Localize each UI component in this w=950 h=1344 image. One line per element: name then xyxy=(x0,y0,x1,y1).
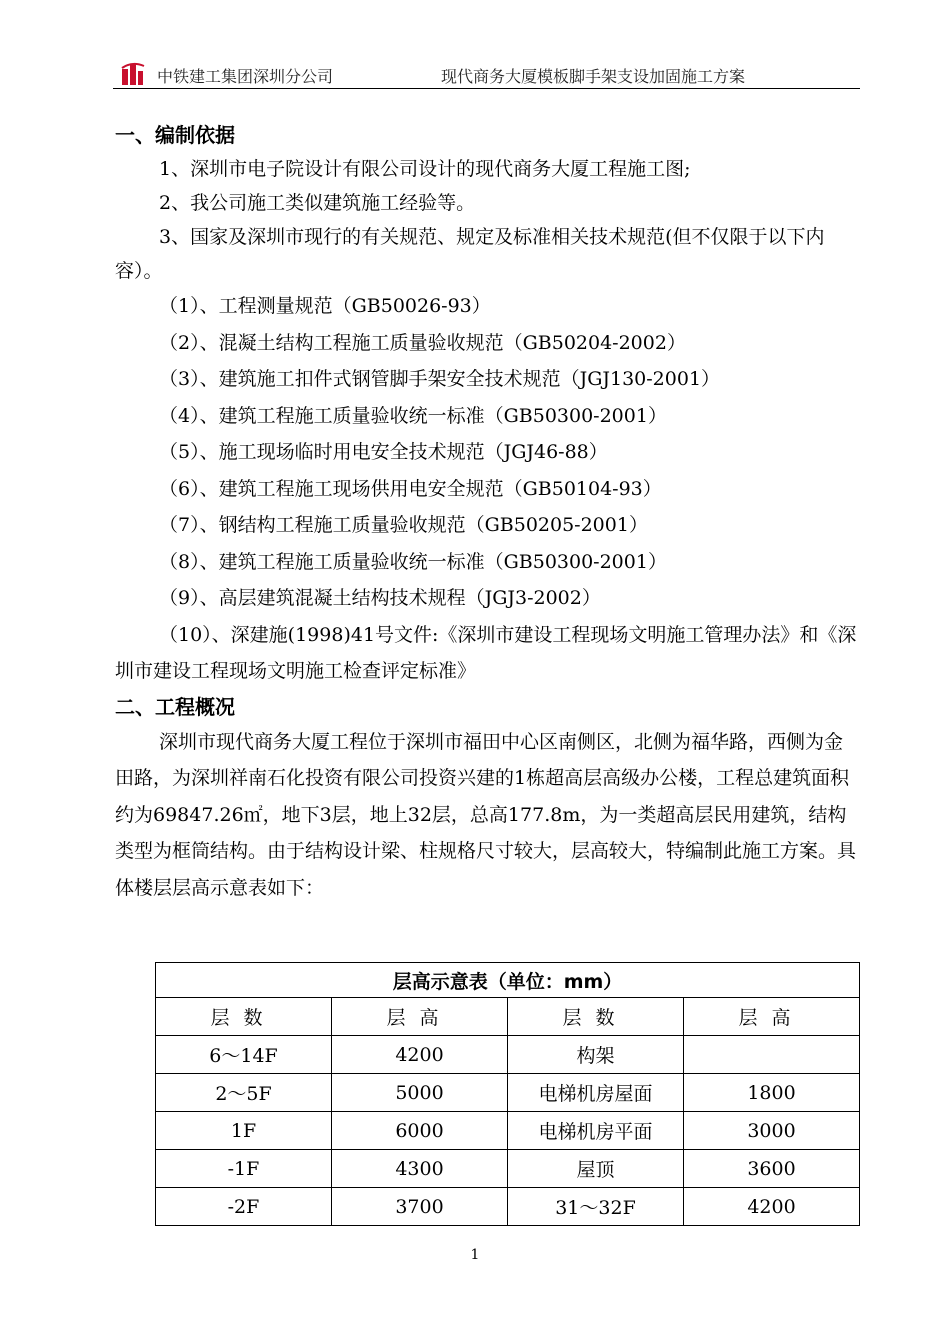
table-cell: 6000 xyxy=(332,1112,508,1150)
standard-list-item: （8）、建筑工程施工质量验收统一标准（GB50300-2001） xyxy=(159,550,667,573)
standard-list-item: （4）、建筑工程施工质量验收统一标准（GB50300-2001） xyxy=(159,404,667,427)
basis-paragraph-2: 2、我公司施工类似建筑施工经验等。 xyxy=(159,192,476,214)
overview-paragraph: 深圳市现代商务大厦工程位于深圳市福田中心区南侧区，北侧为福华路，西侧为金田路，为深圳祥南石化投资有限公司投资兴建的1栋超高层高级办公楼，工程总建筑面积约为69847.26㎡，地下3层，地上32层，总高177.8m，为一类超高层民用建筑，结构类型为框筒结构。由于结构设计梁、柱规格尺寸较大，层高较大，特编制此施工方案。具体楼层层高示意表如下： xyxy=(115,730,857,899)
document-body xyxy=(115,118,860,906)
floor-height-table-wrapper xyxy=(155,962,860,1226)
page-header xyxy=(113,58,860,89)
basis-paragraph-1: 1、深圳市电子院设计有限公司设计的现代商务大厦工程施工图; xyxy=(159,158,691,180)
table-row xyxy=(156,1074,860,1112)
table-cell: 4200 xyxy=(332,1036,508,1074)
page-number: 1 xyxy=(470,1247,480,1263)
company-name: 中铁建工集团深圳分公司 xyxy=(157,67,334,86)
basis-paragraph-3: 3、国家及深圳市现行的有关规范、规定及标准相关技术规范(但不仅限于以下内容）。 xyxy=(115,226,825,282)
table-cell: -1F xyxy=(156,1150,332,1188)
table-row xyxy=(156,1150,860,1188)
table-header-row xyxy=(156,998,860,1036)
floor-height-table xyxy=(155,962,860,1226)
table-cell: 电梯机房平面 xyxy=(508,1112,684,1150)
section-heading-basis: 一、编制依据 xyxy=(115,123,235,147)
standard-list-item: （5）、施工现场临时用电安全技术规范（JGJ46-88） xyxy=(159,441,608,463)
standard-list-item: （2）、混凝土结构工程施工质量验收规范（GB50204-2002） xyxy=(159,331,686,354)
table-cell xyxy=(684,1036,860,1074)
table-header-cell: 层数 xyxy=(156,998,332,1036)
table-cell: -2F xyxy=(156,1188,332,1226)
table-cell: 2～5F xyxy=(156,1074,332,1112)
table-cell: 3000 xyxy=(684,1112,860,1150)
table-cell: 电梯机房屋面 xyxy=(508,1074,684,1112)
standard-list-item: （6）、建筑工程施工现场供用电安全规范（GB50104-93） xyxy=(159,477,662,500)
table-caption: 层高示意表（单位：mm） xyxy=(156,963,860,998)
table-cell: 1800 xyxy=(684,1074,860,1112)
table-header-cell: 层数 xyxy=(508,998,684,1036)
standard-list-item: （9）、高层建筑混凝土结构技术规程（JGJ3-2002） xyxy=(159,587,601,609)
table-row xyxy=(156,1188,860,1226)
section-heading-overview: 二、工程概况 xyxy=(115,694,235,719)
standard-list-item: （7）、钢结构工程施工质量验收规范（GB50205-2001） xyxy=(159,514,648,536)
standard-list-item-10: （10）、深建施(1998)41号文件:《深圳市建设工程现场文明施工管理办法》和《深圳市建设工程现场文明施工检查评定标准》 xyxy=(115,623,857,682)
table-row xyxy=(156,1112,860,1150)
table-cell: 屋顶 xyxy=(508,1150,684,1188)
document-title: 现代商务大厦模板脚手架支设加固施工方案 xyxy=(441,67,746,86)
table-header-cell: 层高 xyxy=(684,998,860,1036)
table-cell: 6～14F xyxy=(156,1036,332,1074)
table-cell: 1F xyxy=(156,1112,332,1150)
table-cell: 构架 xyxy=(508,1036,684,1074)
table-row xyxy=(156,1036,860,1074)
standard-list-item: （3）、建筑施工扣件式钢管脚手架安全技术规范（JGJ130-2001） xyxy=(159,368,721,390)
table-cell: 4200 xyxy=(684,1188,860,1226)
company-logo-icon xyxy=(120,61,152,87)
table-cell: 4300 xyxy=(332,1150,508,1188)
table-cell: 3700 xyxy=(332,1188,508,1226)
table-cell: 3600 xyxy=(684,1150,860,1188)
table-cell: 31～32F xyxy=(508,1188,684,1226)
table-header-cell: 层高 xyxy=(332,998,508,1036)
standard-list-item: （1）、工程测量规范（GB50026-93） xyxy=(159,295,491,317)
table-cell: 5000 xyxy=(332,1074,508,1112)
